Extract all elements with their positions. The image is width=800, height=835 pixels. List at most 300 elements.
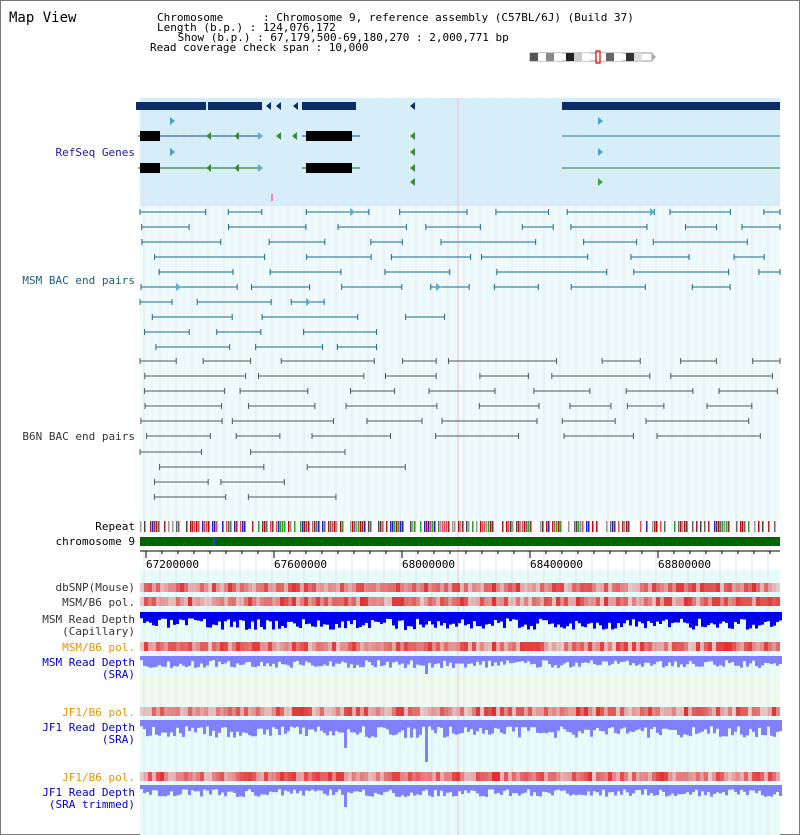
heat-cell <box>416 772 420 781</box>
heat-cell <box>232 597 236 606</box>
depth-bar <box>323 785 326 794</box>
heat-cell <box>360 583 364 592</box>
depth-bar <box>731 612 734 629</box>
heat-cell <box>308 642 312 651</box>
depth-bar <box>290 612 293 622</box>
depth-bar <box>470 656 473 663</box>
depth-bar <box>593 656 596 664</box>
depth-bar <box>287 656 290 665</box>
heat-cell <box>696 642 700 651</box>
heat-cell <box>764 642 768 651</box>
depth-bar <box>338 656 341 664</box>
depth-bar <box>701 656 704 667</box>
depth-bar <box>278 785 281 789</box>
depth-bar <box>206 656 209 665</box>
repeat-mark <box>278 521 280 532</box>
heat-cell <box>380 597 384 606</box>
depth-bar <box>578 785 581 795</box>
heat-cell <box>628 583 632 592</box>
heat-cell <box>168 597 172 606</box>
heat-cell <box>500 707 504 716</box>
depth-bar <box>611 785 614 792</box>
depth-bar <box>755 720 758 737</box>
depth-bar <box>416 720 419 738</box>
heat-cell <box>260 597 264 606</box>
depth-bar <box>431 720 434 730</box>
heat-cell <box>328 707 332 716</box>
repeat-mark <box>622 521 624 532</box>
depth-bar <box>620 720 623 729</box>
depth-bar <box>179 656 182 664</box>
heat-cell <box>500 642 504 651</box>
heat-cell <box>488 642 492 651</box>
heat-cell <box>184 772 188 781</box>
heat-cell <box>324 642 328 651</box>
depth-bar <box>659 656 662 661</box>
depth-bar <box>323 720 326 733</box>
depth-bar <box>407 612 410 626</box>
depth-bar <box>722 612 725 621</box>
heat-cell <box>204 642 208 651</box>
heat-cell <box>304 583 308 592</box>
heat-cell <box>536 597 540 606</box>
heat-cell <box>744 597 748 606</box>
heat-cell <box>208 597 212 606</box>
depth-bar <box>314 785 317 791</box>
heat-cell <box>356 707 360 716</box>
depth-bar <box>635 612 638 627</box>
depth-bar <box>677 612 680 623</box>
heat-cell <box>208 772 212 781</box>
heat-cell <box>680 707 684 716</box>
depth-bar <box>215 612 218 625</box>
depth-bar <box>389 785 392 790</box>
depth-bar <box>407 785 410 796</box>
heat-cell <box>240 772 244 781</box>
heat-cell <box>352 772 356 781</box>
heat-cell <box>320 583 324 592</box>
heat-cell <box>752 642 756 651</box>
heat-cell <box>520 583 524 592</box>
heat-cell <box>628 772 632 781</box>
heat-cell <box>408 772 412 781</box>
repeat-mark <box>198 521 200 532</box>
depth-bar <box>461 785 464 794</box>
heat-cell <box>728 707 732 716</box>
depth-bar <box>428 785 431 796</box>
heat-cell <box>588 772 592 781</box>
depth-bar <box>182 656 185 666</box>
repeat-mark <box>444 521 446 532</box>
repeat-mark <box>660 521 662 532</box>
depth-bar <box>308 720 311 729</box>
repeat-mark <box>358 521 360 532</box>
depth-bar <box>647 656 650 663</box>
heat-cell <box>264 597 268 606</box>
repeat-mark <box>724 521 726 532</box>
depth-bar <box>308 785 311 791</box>
header-chromosome: Chromosome : Chromosome 9, reference assembly (C57BL/6J) (Build 37) <box>157 11 634 24</box>
repeat-mark <box>458 521 460 532</box>
heat-cell <box>776 642 780 651</box>
heat-cell <box>324 597 328 606</box>
heat-cell <box>700 597 704 606</box>
repeat-mark <box>276 521 278 532</box>
track-label-jf1-trim-sub: (SRA trimmed) <box>48 798 135 811</box>
depth-bar <box>662 785 665 792</box>
heat-cell <box>360 597 364 606</box>
heat-cell <box>540 772 544 781</box>
heat-cell <box>196 583 200 592</box>
heat-cell <box>232 772 236 781</box>
repeat-mark <box>448 521 450 532</box>
repeat-mark <box>488 521 490 532</box>
depth-bar <box>491 656 494 666</box>
repeat-mark <box>380 521 382 532</box>
heat-cell <box>592 597 596 606</box>
depth-bar <box>470 612 473 628</box>
heat-cell <box>772 642 776 651</box>
repeat-mark <box>204 521 206 532</box>
heat-cell <box>580 597 584 606</box>
depth-bar <box>260 720 263 729</box>
depth-bar <box>167 656 170 661</box>
depth-bar <box>590 720 593 737</box>
repeat-mark <box>304 521 306 532</box>
heat-cell <box>176 583 180 592</box>
repeat-mark <box>652 521 654 532</box>
heat-cell <box>688 707 692 716</box>
ideogram-band <box>574 53 582 61</box>
depth-bar <box>317 785 320 790</box>
depth-bar <box>311 785 314 790</box>
heat-cell <box>140 707 144 716</box>
heat-cell <box>488 597 492 606</box>
depth-bar <box>407 656 410 665</box>
heat-cell <box>544 597 548 606</box>
heat-cell <box>284 707 288 716</box>
depth-bar <box>644 656 647 663</box>
depth-bar <box>368 720 371 738</box>
depth-bar <box>716 656 719 666</box>
heat-cell <box>148 583 152 592</box>
heat-cell <box>508 642 512 651</box>
depth-bar <box>668 656 671 662</box>
depth-bar <box>749 720 752 729</box>
heat-cell <box>284 583 288 592</box>
heat-cell <box>180 772 184 781</box>
heat-cell <box>300 772 304 781</box>
heat-cell <box>292 707 296 716</box>
heat-cell <box>732 642 736 651</box>
depth-bar <box>599 785 602 795</box>
heat-cell <box>620 642 624 651</box>
depth-bar <box>374 656 377 667</box>
repeat-mark <box>154 521 156 532</box>
depth-bar <box>641 656 644 667</box>
depth-bar <box>416 656 419 665</box>
heat-cell <box>152 707 156 716</box>
repeat-mark <box>252 521 254 532</box>
depth-bar <box>455 720 458 735</box>
depth-bar <box>284 656 287 664</box>
heat-cell <box>704 707 708 716</box>
depth-bar <box>404 785 407 797</box>
depth-bar <box>497 720 500 729</box>
depth-bar <box>572 720 575 735</box>
heat-cell <box>512 583 516 592</box>
repeat-mark <box>244 521 246 532</box>
depth-bar <box>659 785 662 790</box>
depth-bar <box>728 656 731 663</box>
heat-cell <box>488 772 492 781</box>
depth-bar <box>461 656 464 664</box>
heat-cell <box>256 597 260 606</box>
depth-bar <box>752 785 755 791</box>
heat-cell <box>152 772 156 781</box>
depth-bar <box>224 656 227 663</box>
heat-cell <box>572 597 576 606</box>
heat-cell <box>472 597 476 606</box>
heat-cell <box>364 707 368 716</box>
heat-cell <box>272 642 276 651</box>
repeat-mark <box>282 521 284 532</box>
heat-cell <box>692 772 696 781</box>
heat-cell <box>644 772 648 781</box>
depth-bar <box>278 612 281 629</box>
depth-bar <box>521 656 524 661</box>
heat-cell <box>704 642 708 651</box>
depth-bar <box>620 656 623 662</box>
depth-bar <box>461 612 464 619</box>
depth-bar <box>743 656 746 661</box>
depth-bar <box>650 612 653 623</box>
heat-cell <box>636 583 640 592</box>
heat-cell <box>340 707 344 716</box>
heat-cell <box>428 772 432 781</box>
depth-bar <box>587 656 590 663</box>
repeat-mark <box>704 521 706 532</box>
depth-bar <box>251 720 254 736</box>
depth-bar <box>440 785 443 791</box>
depth-bar <box>650 720 653 729</box>
heat-cell <box>476 772 480 781</box>
depth-bar <box>296 612 299 627</box>
heat-cell <box>256 583 260 592</box>
depth-bar <box>695 785 698 790</box>
heat-cell <box>664 707 668 716</box>
depth-bar <box>533 656 536 664</box>
heat-cell <box>612 642 616 651</box>
heat-cell <box>712 597 716 606</box>
depth-bar <box>251 785 254 792</box>
heat-cell <box>564 597 568 606</box>
depth-bar <box>248 720 251 735</box>
heat-cell <box>444 642 448 651</box>
heat-cell <box>272 597 276 606</box>
heat-cell <box>400 642 404 651</box>
depth-bar <box>281 785 284 796</box>
header-show: Show (b.p.) : 67,179,500-69,180,270 : 2,000,771 bp <box>171 31 509 44</box>
depth-bar <box>770 656 773 664</box>
depth-bar <box>152 656 155 667</box>
heat-cell <box>572 642 576 651</box>
repeat-mark <box>442 521 444 532</box>
depth-bar <box>206 785 209 791</box>
depth-bar <box>455 612 458 627</box>
heat-cell <box>708 707 712 716</box>
depth-bar <box>146 656 149 667</box>
heat-cell <box>544 642 548 651</box>
heat-cell <box>552 707 556 716</box>
depth-bar <box>218 720 221 733</box>
depth-bar <box>677 656 680 667</box>
depth-bar <box>512 785 515 793</box>
depth-bar <box>734 612 737 622</box>
depth-bar <box>545 720 548 733</box>
heat-cell <box>612 583 616 592</box>
depth-bar <box>149 612 152 623</box>
heat-cell <box>372 583 376 592</box>
depth-bar <box>773 612 776 626</box>
heat-cell <box>556 583 560 592</box>
depth-bar <box>569 656 572 667</box>
heat-cell <box>624 583 628 592</box>
heat-cell <box>632 597 636 606</box>
heat-cell <box>320 707 324 716</box>
ideogram-band <box>598 53 606 61</box>
depth-bar <box>353 612 356 620</box>
depth-bar <box>368 656 371 662</box>
heat-cell <box>600 583 604 592</box>
heat-cell <box>616 642 620 651</box>
heat-cell <box>428 597 432 606</box>
heat-cell <box>256 772 260 781</box>
heat-cell <box>292 597 296 606</box>
depth-bar <box>347 656 350 668</box>
heat-cell <box>420 583 424 592</box>
depth-bar <box>560 612 563 627</box>
heat-cell <box>560 772 564 781</box>
heat-cell <box>688 583 692 592</box>
heat-cell <box>240 583 244 592</box>
depth-bar <box>251 612 254 621</box>
heat-cell <box>164 707 168 716</box>
depth-bar <box>176 720 179 728</box>
heat-cell <box>496 642 500 651</box>
repeat-mark <box>330 521 332 532</box>
heat-cell <box>536 642 540 651</box>
gene-bar <box>302 102 356 110</box>
heat-cell <box>344 642 348 651</box>
repeat-mark <box>558 521 560 532</box>
track-label-jf1-depth-sub: (SRA) <box>101 733 135 746</box>
heat-cell <box>684 642 688 651</box>
depth-bar <box>194 720 197 732</box>
depth-bar <box>587 612 590 624</box>
repeat-mark <box>490 521 492 532</box>
depth-bar <box>704 785 707 795</box>
heat-cell <box>480 772 484 781</box>
depth-bar <box>188 785 191 795</box>
depth-bar <box>458 785 461 791</box>
heat-cell <box>336 583 340 592</box>
depth-bar <box>599 656 602 665</box>
repeat-mark <box>156 521 158 532</box>
depth-bar <box>752 720 755 732</box>
depth-bar <box>227 785 230 792</box>
depth-bar <box>665 720 668 729</box>
heat-cell <box>728 597 732 606</box>
heat-cell <box>408 642 412 651</box>
heat-cell <box>628 597 632 606</box>
heat-cell <box>232 707 236 716</box>
repeat-mark <box>354 521 356 532</box>
heat-cell <box>160 583 164 592</box>
depth-bar <box>296 720 299 727</box>
repeat-mark <box>606 521 608 532</box>
depth-bar <box>581 612 584 626</box>
heat-cell <box>436 583 440 592</box>
depth-bar <box>155 720 158 735</box>
heat-cell <box>200 642 204 651</box>
depth-bar <box>629 612 632 625</box>
depth-bar <box>362 785 365 790</box>
depth-bar <box>344 656 347 663</box>
heat-cell <box>432 642 436 651</box>
heat-cell <box>768 597 772 606</box>
depth-bar <box>194 785 197 791</box>
depth-bar <box>467 656 470 664</box>
heat-cell <box>672 583 676 592</box>
depth-bar <box>344 612 347 628</box>
heat-cell <box>740 597 744 606</box>
depth-bar <box>455 656 458 664</box>
heat-cell <box>764 597 768 606</box>
heat-cell <box>156 583 160 592</box>
repeat-mark <box>322 521 324 532</box>
heat-cell <box>752 772 756 781</box>
depth-bar <box>386 720 389 729</box>
heat-cell <box>204 707 208 716</box>
depth-bar <box>479 785 482 796</box>
depth-bar <box>587 785 590 791</box>
heat-cell <box>752 597 756 606</box>
depth-bar <box>692 612 695 629</box>
heat-cell <box>208 642 212 651</box>
heat-cell <box>692 583 696 592</box>
depth-bar <box>227 612 230 620</box>
heat-cell <box>456 642 460 651</box>
depth-bar <box>332 612 335 630</box>
heat-cell <box>612 707 616 716</box>
depth-bar <box>389 720 392 735</box>
depth-bar <box>455 785 458 796</box>
depth-bar <box>431 612 434 624</box>
repeat-mark <box>438 521 440 532</box>
depth-bar <box>476 612 479 626</box>
repeat-mark <box>614 521 616 532</box>
heat-cell <box>420 707 424 716</box>
depth-bar <box>410 785 413 793</box>
depth-bar <box>335 720 338 731</box>
heat-cell <box>596 772 600 781</box>
depth-bar <box>743 720 746 737</box>
heat-cell <box>752 707 756 716</box>
heat-cell <box>208 707 212 716</box>
heat-cell <box>280 707 284 716</box>
depth-bar <box>371 785 374 797</box>
